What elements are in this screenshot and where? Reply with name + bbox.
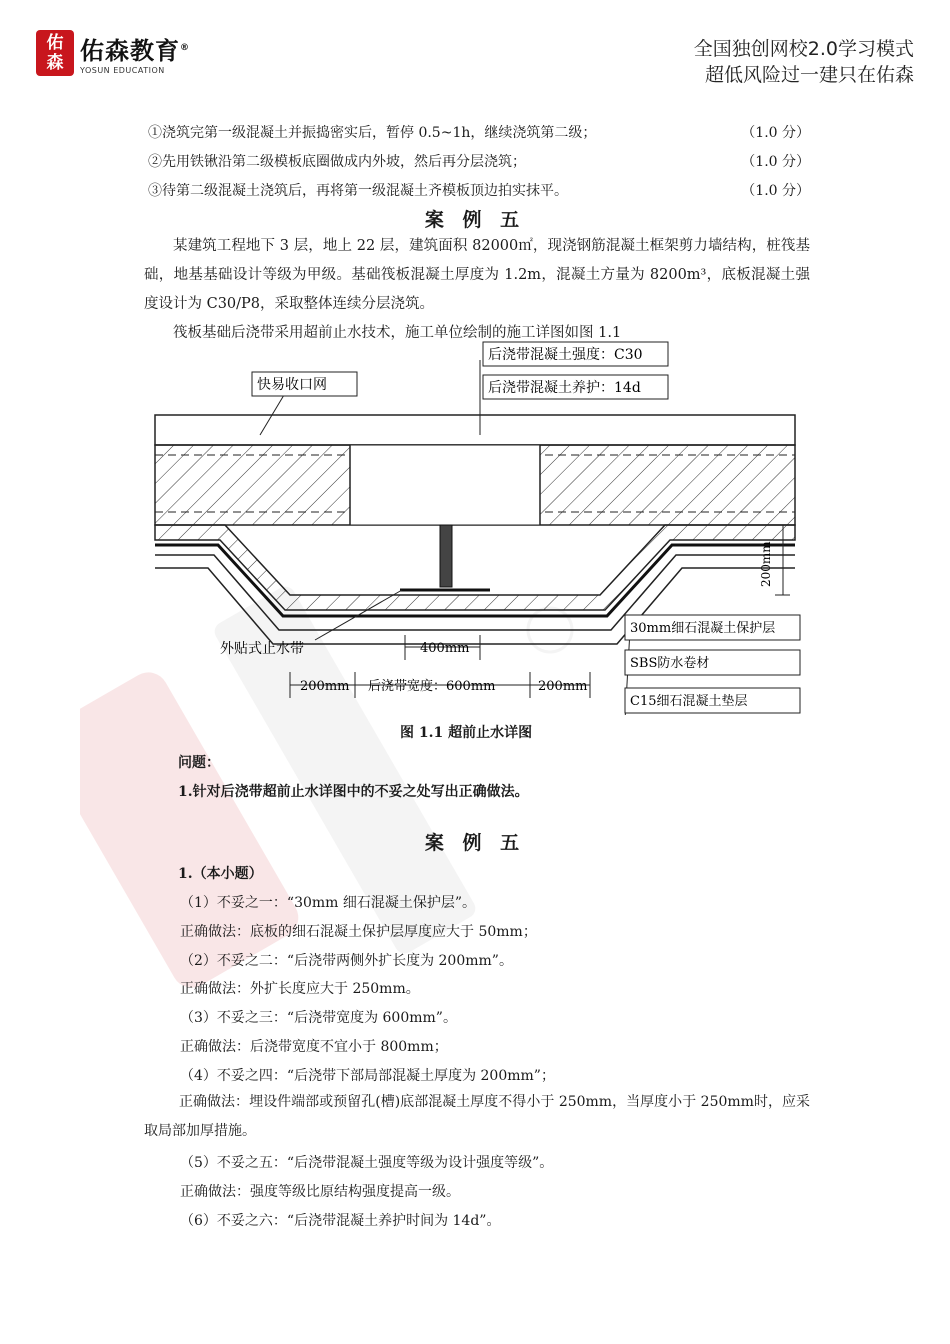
header-slogan	[694, 36, 914, 88]
score: （1.0 分）	[741, 183, 810, 199]
answer-title: 案 例 五	[424, 832, 526, 854]
answer-line: （2）不妥之二：“后浇带两侧外扩长度为 200mm”。	[180, 953, 513, 969]
answer-line: 正确做法：底板的细石混凝土保护层厚度应大于 50mm；	[180, 924, 537, 940]
figure-caption: 图 1.1 超前止水详图	[400, 725, 533, 741]
brand-name-en: YOSUN EDUCATION	[80, 66, 165, 75]
score: （1.0 分）	[741, 125, 810, 141]
label-200-left: 200mm	[300, 679, 350, 694]
label-400: 400mm	[420, 641, 470, 656]
label-sbs: SBS防水卷材	[630, 656, 710, 671]
answer-line: （1）不妥之一：“30mm 细石混凝土保护层”。	[180, 895, 477, 911]
prev-answer-line: ①浇筑完第一级混凝土并振捣密实后，暂停 0.5~1h，继续浇筑第二级；	[148, 125, 597, 141]
label-width: 后浇带宽度：600mm	[368, 679, 496, 694]
brand-logo	[36, 30, 190, 76]
question-heading: 问题：	[178, 755, 220, 771]
case-title: 案 例 五	[424, 209, 526, 231]
question-1: 1.针对后浇带超前止水详图中的不妥之处写出正确做法。	[178, 784, 529, 800]
prev-answer-line: ②先用铁锹沿第二级模板底圈做成内外坡，然后再分层浇筑；	[148, 154, 526, 170]
prev-answer-line: ③待第二级混凝土浇筑后，再将第一级混凝土齐模板顶边拍实抹平。	[148, 183, 568, 199]
slogan-line-2: 超低风险过一建只在佑森	[704, 64, 914, 86]
answer-line: （5）不妥之五：“后浇带混凝土强度等级为设计强度等级”。	[180, 1155, 554, 1171]
answer-line: （4）不妥之四：“后浇带下部局部混凝土厚度为 200mm”；	[180, 1068, 555, 1084]
answer-line: 正确做法：外扩长度应大于 250mm。	[180, 981, 420, 997]
label-mesh: 快易收口网	[257, 377, 327, 393]
answer-line: 正确做法：后浇带宽度不宜小于 800mm；	[180, 1039, 448, 1055]
answer-line: （3）不妥之三：“后浇带宽度为 600mm”。	[180, 1010, 457, 1026]
label-protect: 30mm细石混凝土保护层	[630, 621, 776, 636]
waterstop-detail-figure	[140, 340, 810, 715]
answer-line: （6）不妥之六：“后浇带混凝土养护时间为 14d”。	[180, 1213, 501, 1229]
case-paragraph: 筏板基础后浇带采用超前止水技术，施工单位绘制的施工详图如图 1.1	[173, 325, 622, 341]
label-200-vert: 200mm	[759, 541, 773, 587]
brand-name: 佑森教育®	[80, 37, 190, 65]
label-waterstop: 外贴式止水带	[220, 641, 304, 657]
answer-subtitle: 1.（本小题）	[178, 866, 263, 882]
label-200-right: 200mm	[538, 679, 588, 694]
score: （1.0 分）	[741, 154, 810, 170]
label-curing: 后浇带混凝土养护：14d	[488, 380, 641, 396]
slogan-line-1: 全国独创网校2.0学习模式	[693, 38, 914, 60]
case-paragraph: 某建筑工程地下 3 层，地上 22 层，建筑面积 82000㎡，现浇钢筋混凝土框架剪力墙结构，桩筏基础，地基基础设计等级为甲级。基础筏板混凝土厚度为 1.2m，混凝土方量为 8200m³，底板混凝土强度设计为 C30/P8，采取整体连续分层浇筑。	[144, 238, 810, 312]
label-strength: 后浇带混凝土强度：C30	[488, 347, 643, 363]
label-c15: C15细石混凝土垫层	[630, 694, 748, 709]
logo-badge: 佑 森	[36, 30, 74, 76]
answer-line: 正确做法：强度等级比原结构强度提高一级。	[180, 1184, 460, 1200]
answer-line: 正确做法：埋设件端部或预留孔(槽)底部混凝土厚度不得小于 250mm，当厚度小于 250mm时，应采取局部加厚措施。	[144, 1094, 810, 1139]
